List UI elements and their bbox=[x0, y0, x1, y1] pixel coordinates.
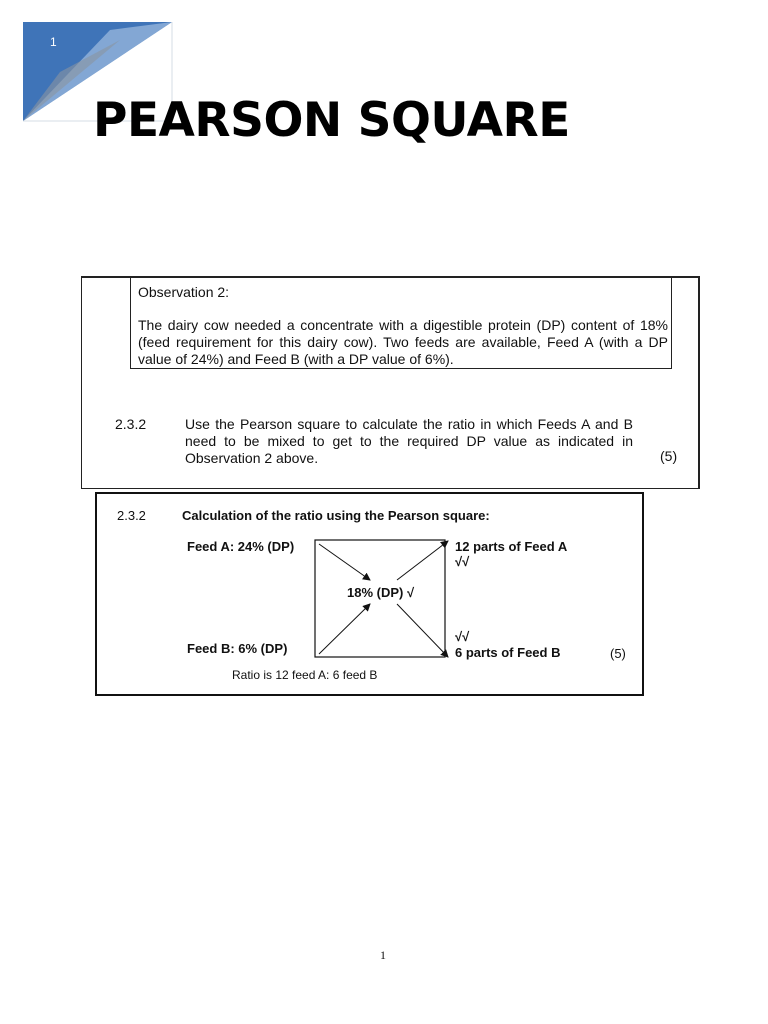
page-title: PEARSON SQUARE bbox=[93, 93, 570, 148]
observation-box bbox=[130, 278, 672, 369]
ratio-note: Ratio is 12 feed A: 6 feed B bbox=[232, 668, 378, 682]
arrow-center-to-parts-a bbox=[397, 541, 448, 580]
question-number: 2.3.2 bbox=[115, 416, 147, 432]
arrow-center-to-parts-b bbox=[397, 604, 448, 657]
corner-page-number: 1 bbox=[50, 35, 57, 49]
parts-feed-b-label: 6 parts of Feed B bbox=[455, 645, 561, 660]
target-dp-label: 18% (DP) √ bbox=[347, 585, 415, 600]
feed-b-label: Feed B: 6% (DP) bbox=[187, 641, 288, 656]
question-text: Use the Pearson square to calculate the ratio in which Feeds A and B need to be mixed to get to the required DP value as indicated in Observation 2 above. bbox=[185, 416, 633, 466]
feed-a-ticks: √√ bbox=[455, 554, 470, 569]
answer-heading: Calculation of the ratio using the Pearson square: bbox=[182, 508, 490, 523]
feed-b-ticks: √√ bbox=[455, 629, 470, 644]
observation-title: Observation 2: bbox=[138, 284, 230, 300]
question-marks: (5) bbox=[660, 448, 678, 464]
answer-marks: (5) bbox=[610, 646, 626, 661]
answer-number: 2.3.2 bbox=[117, 508, 146, 523]
feed-a-label: Feed A: 24% (DP) bbox=[187, 539, 295, 554]
footer-page-number: 1 bbox=[380, 948, 386, 962]
question-block bbox=[81, 276, 700, 489]
parts-feed-a-label: 12 parts of Feed A bbox=[455, 539, 568, 554]
arrow-feed-b-to-center bbox=[319, 604, 370, 654]
observation-text: The dairy cow needed a concentrate with a digestible protein (DP) content of 18% (feed requirement for this dairy cow). Two feeds are available, Feed A (with a DP value of 24%) and Feed B (with a DP value of 6%). bbox=[138, 317, 668, 367]
arrow-feed-a-to-center bbox=[319, 544, 370, 580]
answer-block bbox=[95, 492, 644, 696]
